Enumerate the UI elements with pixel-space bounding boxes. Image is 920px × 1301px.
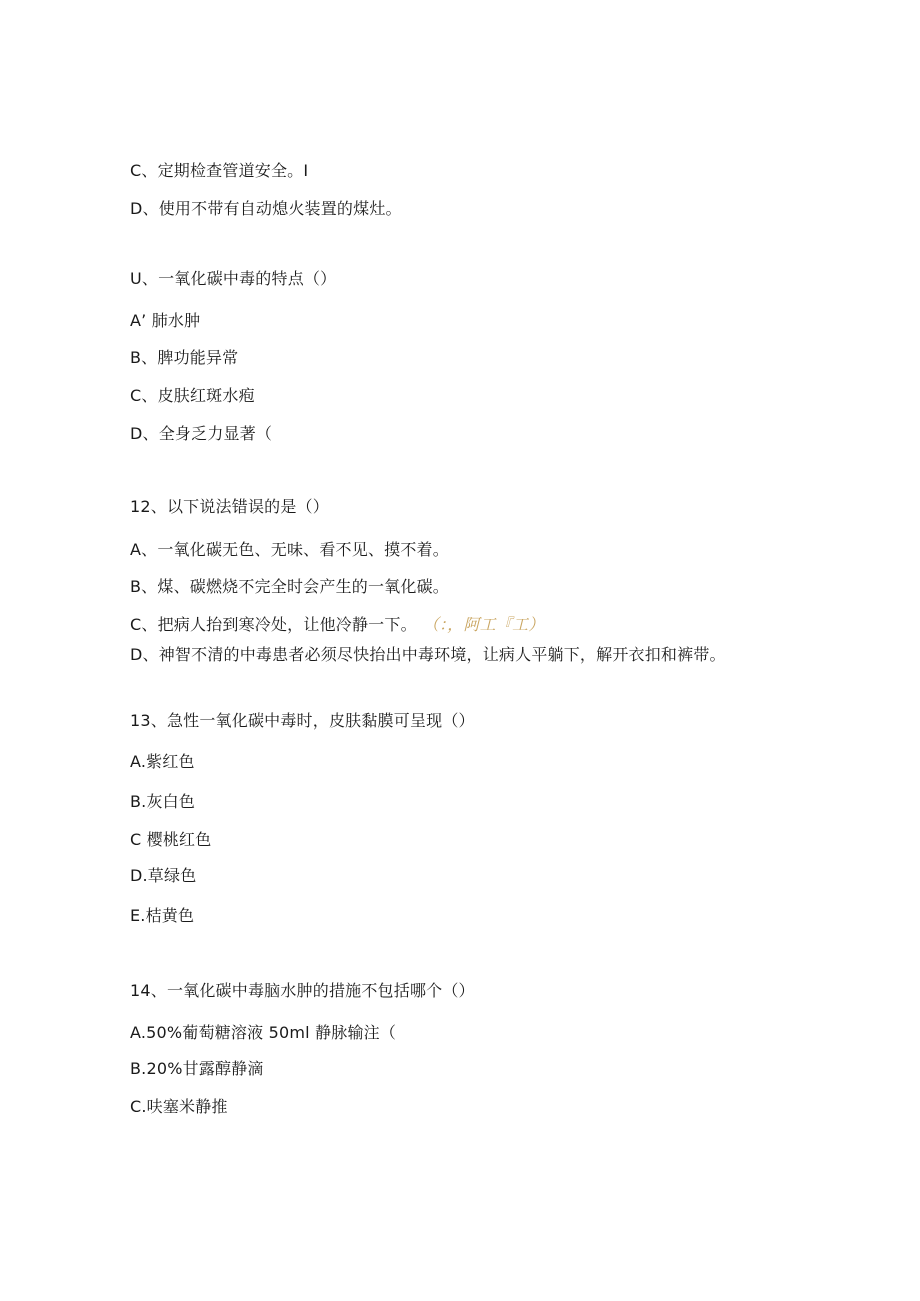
- q14-option-c: C.呋塞米静推: [130, 1097, 228, 1116]
- q11-option-d: D、全身乏力显著（: [130, 424, 273, 443]
- q14-option-b: B.20%甘露醇静滴: [130, 1059, 264, 1078]
- q12-option-c-text: C、把病人抬到寒冷处，让他冷静一下。: [130, 615, 417, 634]
- q13-option-d: D.草绿色: [130, 866, 197, 885]
- q12-option-a: A、一氧化碳无色、无味、看不见、摸不着。: [130, 540, 449, 559]
- q10-option-d: D、使用不带有自动熄火装置的煤灶。: [130, 199, 402, 218]
- q11-option-b: B、脾功能异常: [130, 348, 239, 367]
- q13-option-c: C 樱桃红色: [130, 830, 212, 849]
- q12-option-d: D、神智不清的中毒患者必须尽快抬出中毒环境，让病人平躺下，解开衣扣和裤带。: [130, 645, 726, 664]
- question-13: 13、急性一氧化碳中毒时，皮肤黏膜可呈现（）: [130, 711, 475, 730]
- question-11: U、一氧化碳中毒的特点（）: [130, 269, 337, 288]
- q12-option-b: B、煤、碳燃烧不完全时会产生的一氧化碳。: [130, 577, 449, 596]
- q12-option-c: [130, 615, 544, 635]
- q13-option-e: E.桔黄色: [130, 906, 195, 925]
- q13-option-a: A.紫红色: [130, 752, 195, 771]
- question-12: 12、以下说法错误的是（）: [130, 497, 329, 516]
- q11-option-c: C、皮肤红斑水疱: [130, 386, 255, 405]
- q10-option-c: C、定期检查管道安全。I: [130, 161, 309, 180]
- handwritten-note: （：，阿工『工）: [430, 615, 545, 634]
- q14-option-a: A.50%葡萄糖溶液 50ml 静脉输注（: [130, 1023, 397, 1042]
- q13-option-b: B.灰白色: [130, 792, 196, 811]
- q11-option-a: A’ 肺水肿: [130, 311, 201, 330]
- question-14: 14、一氧化碳中毒脑水肿的措施不包括哪个（）: [130, 981, 475, 1000]
